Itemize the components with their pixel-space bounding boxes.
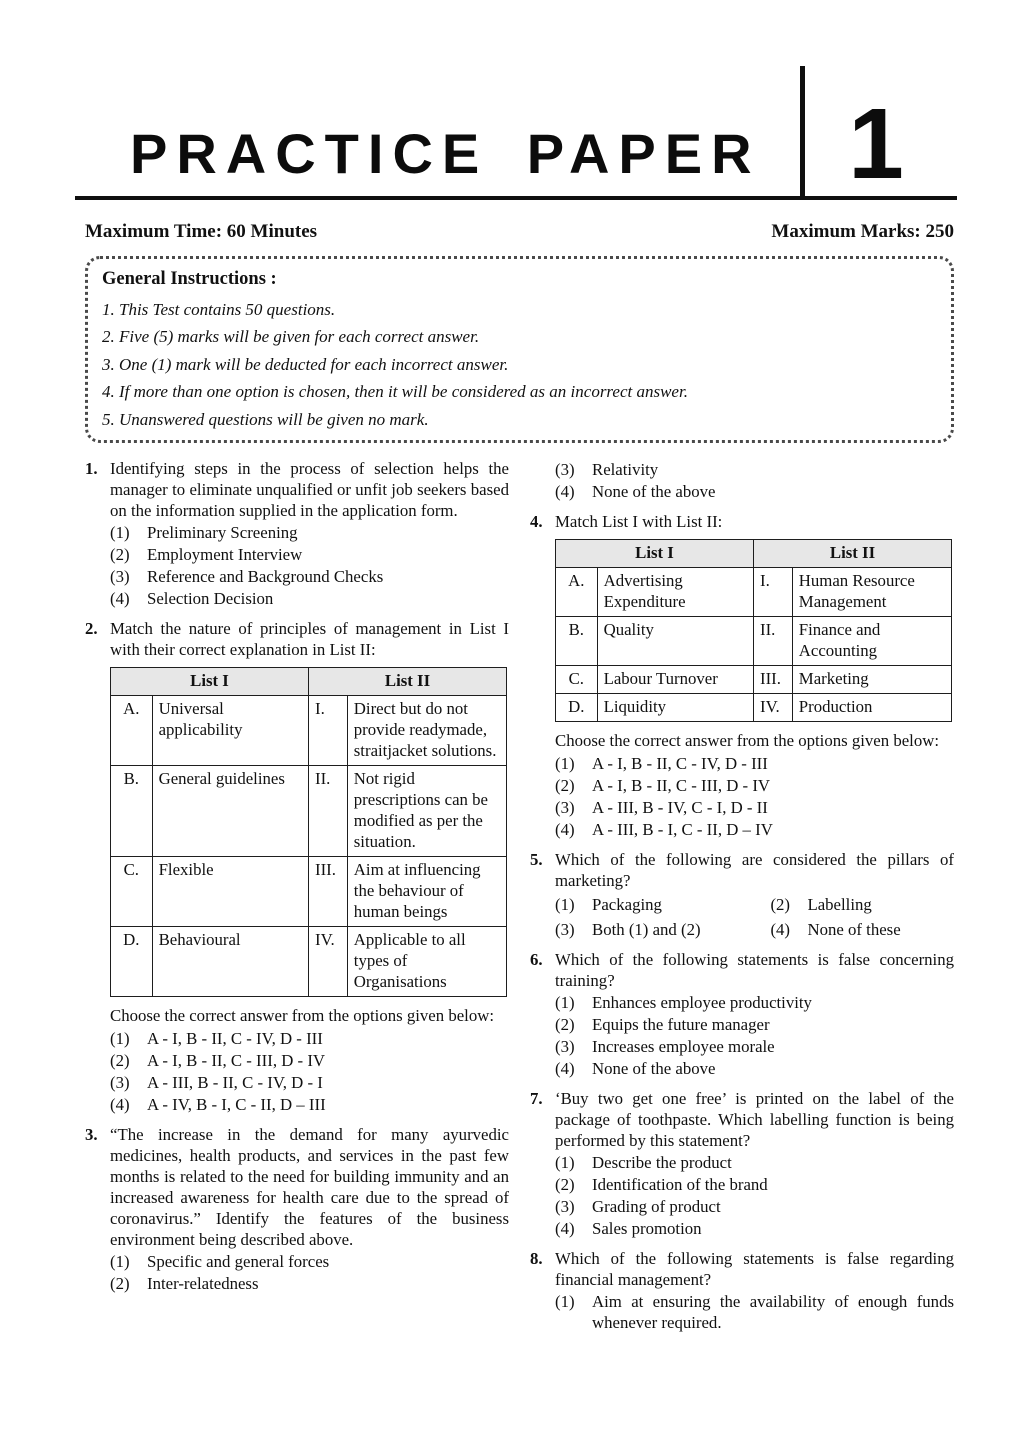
option-row	[110, 522, 509, 543]
option-row	[555, 894, 770, 915]
table-row	[111, 765, 507, 856]
option-marker: (2)	[555, 775, 575, 795]
list2-cell: Production	[792, 693, 951, 721]
instruction-item: 4. If more than one option is chosen, then it will be considered as an incorrect answer.	[102, 382, 688, 401]
question-number: 4.	[530, 511, 543, 531]
page-title: PRACTICE PAPER	[130, 122, 761, 185]
list1-cell: Universal applicability	[152, 695, 308, 765]
option-marker: (4)	[770, 919, 791, 939]
option-marker: (1)	[110, 1251, 130, 1271]
list1-cell: General guidelines	[152, 765, 308, 856]
list1-header: List I	[556, 539, 754, 567]
option-label: Employment Interview	[147, 544, 303, 564]
option-marker: (3)	[555, 1196, 575, 1216]
question-number: 8.	[530, 1248, 543, 1268]
maximum-time: Maximum Time: 60 Minutes	[85, 221, 318, 242]
option-label: None of the above	[592, 1058, 716, 1078]
option-label: Identification of the brand	[592, 1174, 768, 1194]
option-label: A - I, B - II, C - III, D - IV	[147, 1050, 326, 1070]
option-label: Increases employee morale	[592, 1036, 775, 1056]
table-header-row	[111, 667, 507, 695]
option-marker: (4)	[555, 1218, 575, 1238]
option-marker: (4)	[555, 1058, 575, 1078]
option-marker: (2)	[770, 894, 791, 914]
instruction-item: 1. This Test contains 50 questions.	[102, 299, 336, 319]
list1-cell: Flexible	[152, 856, 308, 926]
option-label: None of the above	[592, 481, 716, 501]
option-row	[555, 1036, 954, 1057]
row-numeral: IV.	[753, 693, 792, 721]
table-row	[111, 856, 507, 926]
question-2	[85, 618, 509, 1115]
match-table-q4	[555, 539, 952, 722]
question-7	[530, 1088, 954, 1239]
list2-cell: Applicable to all types of Organisations	[347, 926, 506, 996]
option-row	[770, 919, 954, 940]
row-numeral: I.	[308, 695, 347, 765]
instruction-item: 5. Unanswered questions will be given no mark.	[102, 409, 429, 429]
option-row	[110, 1273, 509, 1294]
row-key: C.	[556, 665, 598, 693]
question-text: ‘Buy two get one free’ is printed on the label of the package of toothpaste. Which labelling function is being performed by this statement?	[555, 1088, 954, 1150]
question-number: 2.	[85, 618, 98, 638]
option-row	[110, 566, 509, 587]
question-text: “The increase in the demand for many ayurvedic medicines, health products, and services in the past few months is related to the need for building immunity and an increased awareness for health care due to the spread of coronavirus.” Identify the features of the business environment being described above.	[110, 1124, 509, 1249]
question-4	[530, 511, 954, 840]
question-number: 6.	[530, 949, 543, 969]
options-list	[555, 459, 954, 502]
option-label: Sales promotion	[592, 1218, 702, 1238]
row-key: B.	[111, 765, 153, 856]
option-row	[555, 1291, 954, 1333]
table-row	[556, 567, 952, 616]
option-marker: (1)	[555, 992, 575, 1012]
option-label: A - III, B - I, C - II, D – IV	[592, 819, 773, 839]
option-marker: (2)	[110, 544, 130, 564]
option-row	[770, 894, 954, 915]
option-row	[555, 775, 954, 796]
right-column	[530, 458, 954, 1342]
choose-text: Choose the correct answer from the options given below:	[110, 1005, 495, 1025]
list2-cell: Finance and Accounting	[792, 616, 951, 665]
question-1	[85, 458, 509, 609]
question-number: 1.	[85, 458, 98, 478]
instructions-list	[102, 301, 933, 428]
option-row	[110, 1251, 509, 1272]
instruction-item: 3. One (1) mark will be deducted for each incorrect answer.	[102, 354, 509, 374]
question-8	[530, 1248, 954, 1333]
row-numeral: I.	[753, 567, 792, 616]
option-label: Equips the future manager	[592, 1014, 770, 1034]
question-text: Which of the following statements is false concerning training?	[555, 949, 954, 990]
option-row	[555, 753, 954, 774]
option-row	[110, 1050, 509, 1071]
option-row	[110, 1028, 509, 1049]
option-marker: (1)	[555, 753, 575, 773]
option-label: A - I, B - II, C - IV, D - III	[147, 1028, 323, 1048]
title-divider	[800, 66, 805, 196]
option-label: Describe the product	[592, 1152, 732, 1172]
list1-header: List I	[111, 667, 309, 695]
option-row	[555, 1058, 954, 1079]
option-label: A - III, B - II, C - IV, D - I	[147, 1072, 323, 1092]
option-marker: (1)	[110, 1028, 130, 1048]
row-numeral: II.	[308, 765, 347, 856]
option-marker: (3)	[555, 797, 575, 817]
option-row	[555, 1152, 954, 1173]
option-row	[555, 459, 954, 480]
question-text: Identifying steps in the process of selection helps the manager to eliminate unqualified or unfit job seekers based on the information supplied in the application form.	[110, 458, 509, 520]
option-row	[555, 992, 954, 1013]
list2-cell: Aim at influencing the behaviour of human beings	[347, 856, 506, 926]
row-key: B.	[556, 616, 598, 665]
option-label: Preliminary Screening	[147, 522, 298, 542]
option-marker: (2)	[110, 1273, 130, 1293]
question-3	[85, 1124, 509, 1294]
row-key: A.	[111, 695, 153, 765]
instruction-item: 2. Five (5) marks will be given for each correct answer.	[102, 327, 480, 346]
option-marker: (1)	[555, 894, 575, 914]
option-label: Labelling	[807, 894, 872, 914]
option-row	[110, 588, 509, 609]
list1-cell: Behavioural	[152, 926, 308, 996]
option-label: Reference and Background Checks	[147, 566, 384, 586]
instructions-heading: General Instructions :	[102, 269, 277, 289]
list2-cell: Direct but do not provide readymade, straitjacket solutions.	[347, 695, 506, 765]
table-row	[556, 665, 952, 693]
page-header	[75, 66, 957, 200]
maximum-marks: Maximum Marks: 250	[771, 221, 954, 242]
options-list	[555, 1291, 954, 1333]
option-marker: (3)	[110, 566, 130, 586]
table-row	[111, 926, 507, 996]
question-number: 3.	[85, 1124, 98, 1144]
question-text: Match List I with List II:	[555, 511, 723, 531]
question-5	[530, 849, 954, 940]
choose-text: Choose the correct answer from the options given below:	[555, 730, 940, 750]
option-label: A - IV, B - I, C - II, D – III	[147, 1094, 326, 1114]
question-number: 7.	[530, 1088, 543, 1108]
option-marker: (4)	[555, 819, 575, 839]
row-numeral: III.	[308, 856, 347, 926]
question-6	[530, 949, 954, 1079]
list2-header: List II	[308, 667, 506, 695]
option-label: A - I, B - II, C - III, D - IV	[592, 775, 771, 795]
row-key: A.	[556, 567, 598, 616]
option-row	[110, 1094, 509, 1115]
list1-cell: Quality	[597, 616, 753, 665]
option-label: Aim at ensuring the availability of enough funds whenever required.	[592, 1291, 954, 1332]
list1-cell: Labour Turnover	[597, 665, 753, 693]
option-label: Selection Decision	[147, 588, 274, 608]
options-list	[555, 753, 954, 840]
instructions-box	[85, 256, 954, 443]
row-key: D.	[556, 693, 598, 721]
option-label: None of these	[807, 919, 901, 939]
match-table-q2	[110, 667, 507, 997]
option-marker: (2)	[555, 1174, 575, 1194]
row-key: D.	[111, 926, 153, 996]
option-label: Grading of product	[592, 1196, 721, 1216]
table-row	[556, 693, 952, 721]
question-text: Which of the following statements is false regarding financial management?	[555, 1248, 954, 1289]
options-list	[555, 1152, 954, 1239]
options-list	[110, 1028, 509, 1115]
options-list	[110, 522, 509, 609]
option-marker: (3)	[555, 459, 575, 479]
option-label: Enhances employee productivity	[592, 992, 812, 1012]
option-row	[555, 481, 954, 502]
left-column	[85, 458, 509, 1342]
row-key: C.	[111, 856, 153, 926]
table-row	[556, 616, 952, 665]
option-row	[555, 1174, 954, 1195]
option-label: Specific and general forces	[147, 1251, 330, 1271]
option-marker: (3)	[555, 919, 575, 939]
option-label: A - I, B - II, C - IV, D - III	[592, 753, 768, 773]
option-marker: (4)	[555, 481, 575, 501]
option-marker: (4)	[110, 1094, 130, 1114]
option-marker: (1)	[555, 1152, 575, 1172]
table-header-row	[556, 539, 952, 567]
list1-cell: Liquidity	[597, 693, 753, 721]
option-marker: (3)	[555, 1036, 575, 1056]
option-marker: (3)	[110, 1072, 130, 1092]
table-row	[111, 695, 507, 765]
list2-cell: Marketing	[792, 665, 951, 693]
row-numeral: III.	[753, 665, 792, 693]
questions-area	[85, 458, 954, 1342]
option-marker: (1)	[110, 522, 130, 542]
option-marker: (2)	[110, 1050, 130, 1070]
row-numeral: IV.	[308, 926, 347, 996]
row-numeral: II.	[753, 616, 792, 665]
question-number: 5.	[530, 849, 543, 869]
option-row	[555, 919, 770, 940]
option-label: Inter-relatedness	[147, 1273, 259, 1293]
option-marker: (2)	[555, 1014, 575, 1034]
list2-header: List II	[753, 539, 951, 567]
options-list	[555, 893, 954, 940]
list2-cell: Not rigid prescriptions can be modified as per the situation.	[347, 765, 506, 856]
list2-cell: Human Resource Management	[792, 567, 951, 616]
meta-row	[85, 221, 954, 243]
question-3-continued	[530, 459, 954, 502]
option-row	[555, 819, 954, 840]
option-row	[110, 544, 509, 565]
question-text: Which of the following are considered the pillars of marketing?	[555, 849, 954, 890]
option-label: A - III, B - IV, C - I, D - II	[592, 797, 768, 817]
option-label: Packaging	[592, 894, 662, 914]
option-label: Both (1) and (2)	[592, 919, 701, 939]
option-marker: (4)	[110, 588, 130, 608]
option-row	[110, 1072, 509, 1093]
question-text: Match the nature of principles of management in List I with their correct explanation in List II:	[110, 618, 509, 659]
option-marker: (1)	[555, 1291, 575, 1311]
list1-cell: Advertising Expenditure	[597, 567, 753, 616]
option-row	[555, 1218, 954, 1239]
options-list	[555, 992, 954, 1079]
option-row	[555, 797, 954, 818]
option-row	[555, 1014, 954, 1035]
paper-number: 1	[848, 88, 904, 200]
option-label: Relativity	[592, 459, 659, 479]
options-list	[110, 1251, 509, 1294]
option-row	[555, 1196, 954, 1217]
